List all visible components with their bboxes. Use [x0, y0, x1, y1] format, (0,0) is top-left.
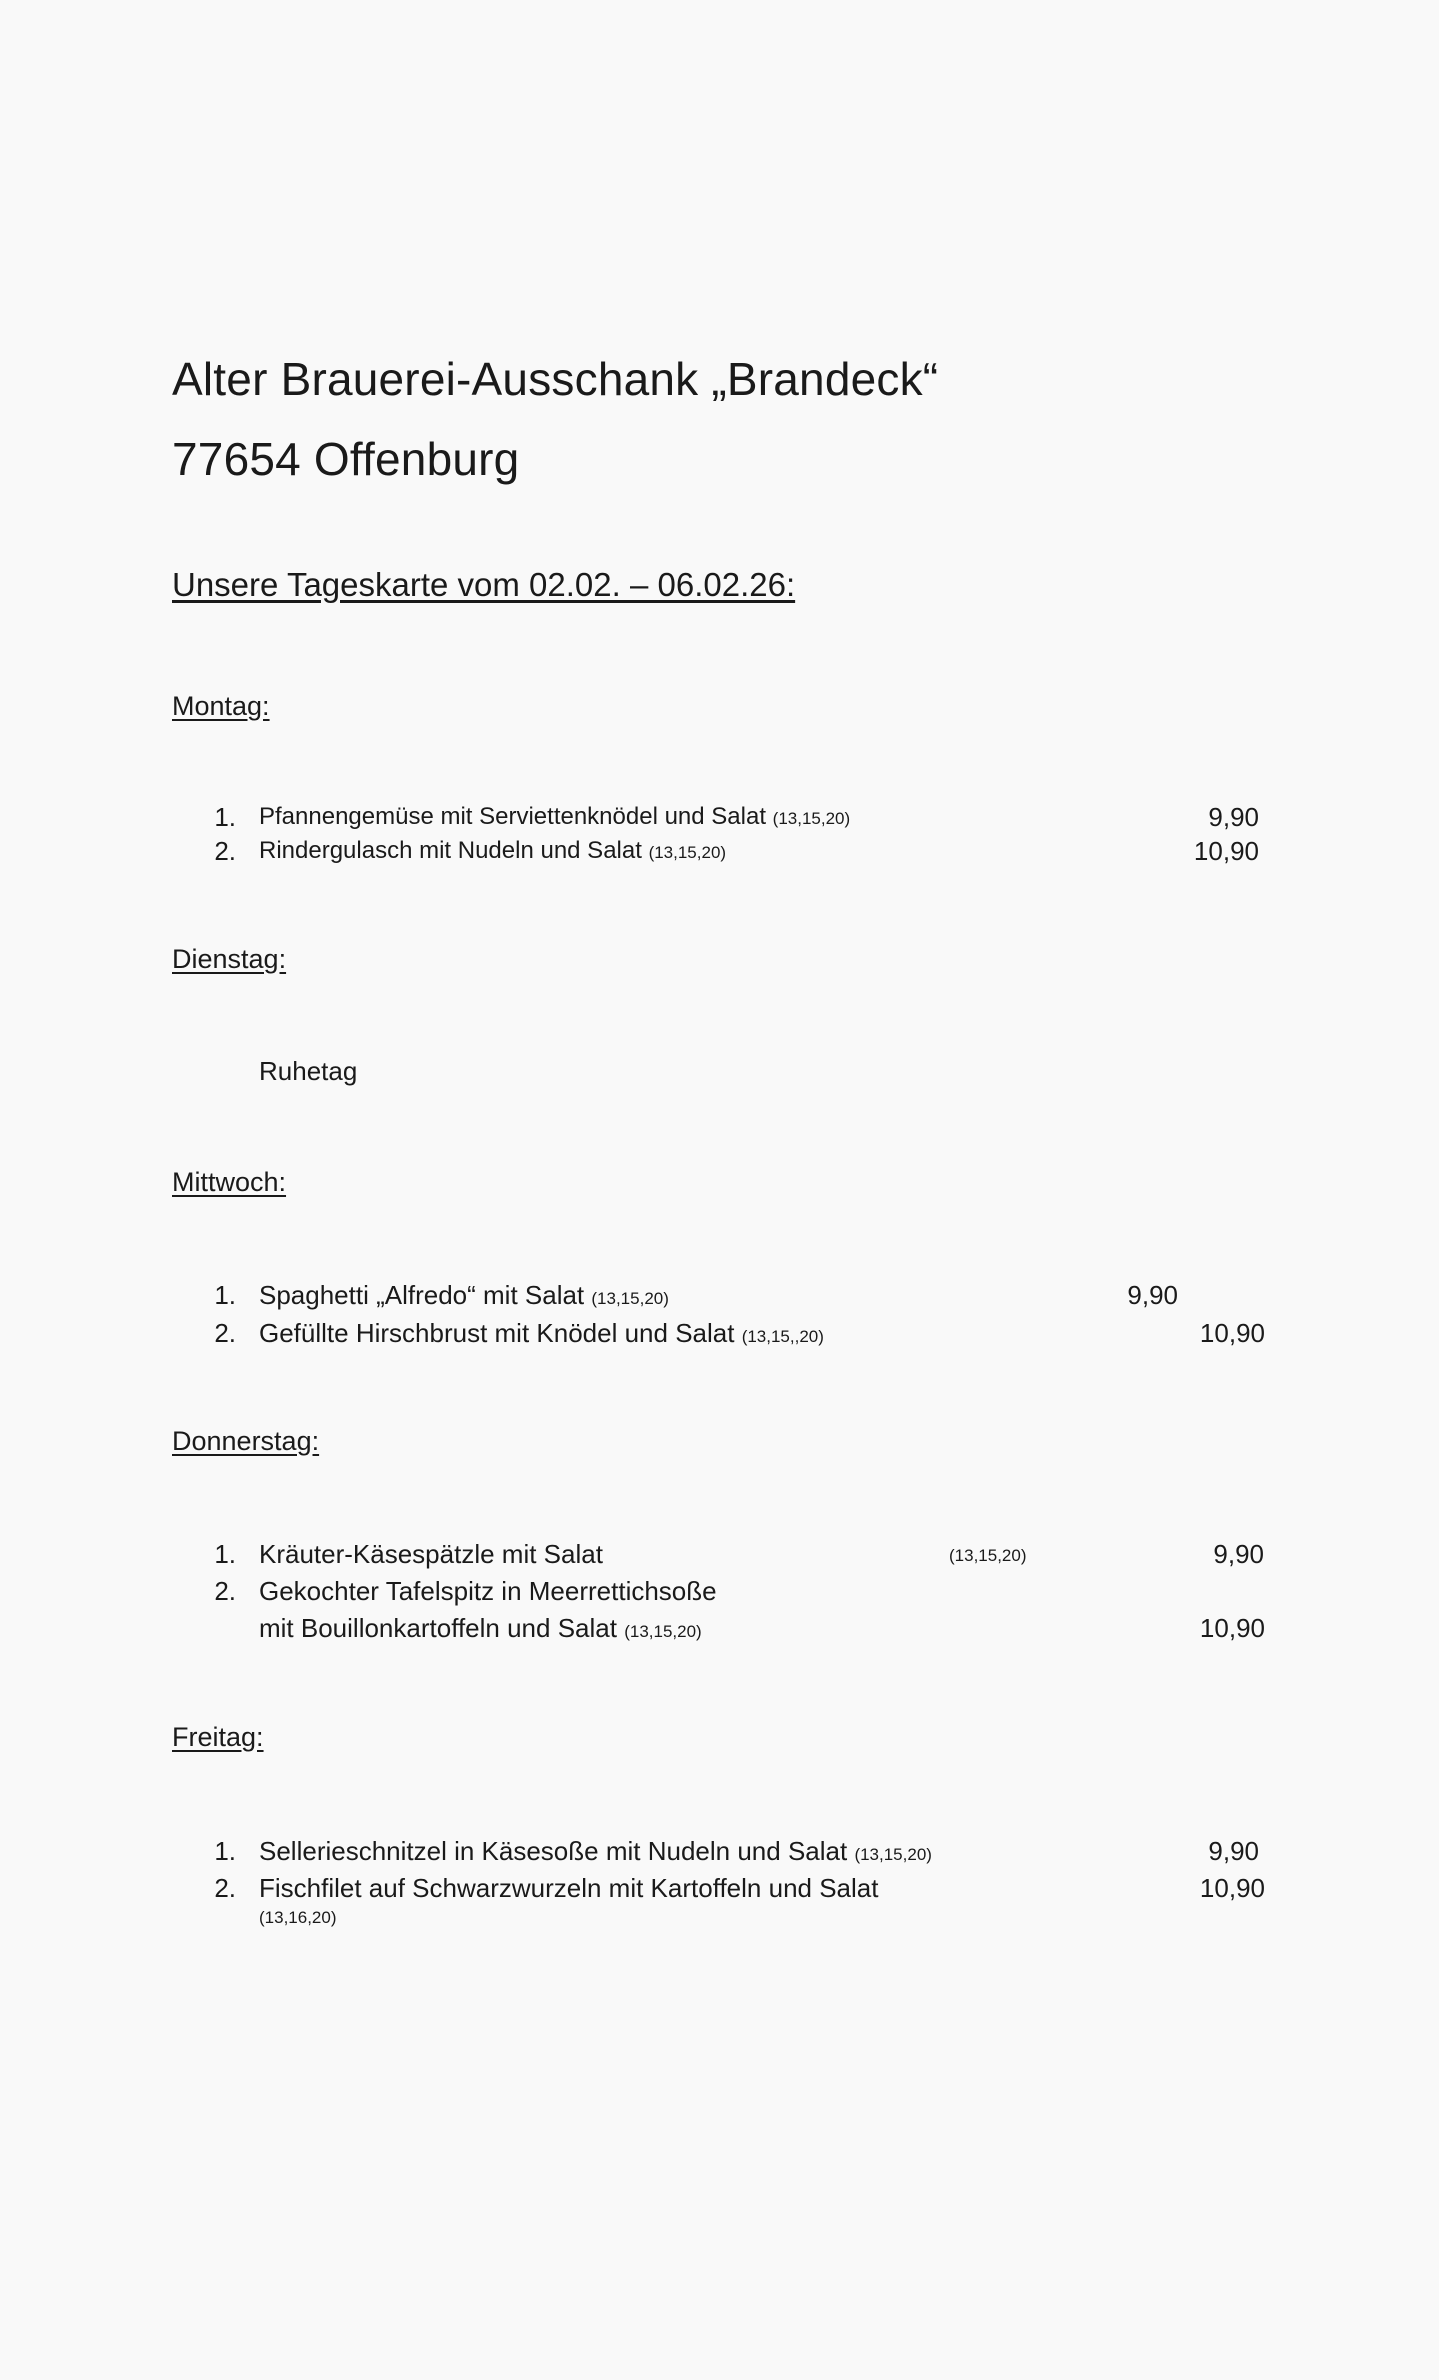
- restaurant-city: 77654 Offenburg: [172, 433, 520, 485]
- dish-name: Sellerieschnitzel in Käsesoße mit Nudeln und Salat: [259, 1836, 848, 1866]
- dish-name: Rindergulasch mit Nudeln und Salat: [259, 837, 642, 864]
- item-number: 2.: [214, 1873, 236, 1903]
- restaurant-name: Alter Brauerei-Ausschank „Brandeck“: [172, 353, 939, 405]
- dish-price: 9,90: [1127, 1280, 1178, 1310]
- day-heading-mittwoch: Mittwoch:: [172, 1167, 287, 1197]
- allergen-codes: (13,15,20): [854, 1845, 932, 1864]
- day-heading-dienstag: Dienstag:: [172, 944, 287, 974]
- item-number: 2.: [214, 836, 236, 866]
- dish-name: Spaghetti „Alfredo“ mit Salat: [259, 1280, 585, 1310]
- item-number: 1.: [214, 1836, 236, 1866]
- allergen-codes: (13,15,20): [949, 1546, 1027, 1565]
- dish-price: 10,90: [1199, 1318, 1265, 1348]
- item-number: 2.: [214, 1318, 236, 1348]
- menu-item: [259, 1318, 824, 1349]
- item-number: 1.: [214, 802, 236, 832]
- item-number: 1.: [214, 1280, 236, 1310]
- day-heading-montag: Montag:: [172, 691, 270, 721]
- dish-name: Fischfilet auf Schwarzwurzeln mit Kartoffeln und Salat: [259, 1873, 879, 1903]
- day-heading-donnerstag: Donnerstag:: [172, 1426, 320, 1456]
- allergen-codes: (13,15,20): [772, 809, 851, 828]
- menu-item-continuation: [259, 1613, 702, 1644]
- allergen-codes: (13,15,20): [648, 843, 727, 862]
- menu-item: [259, 1280, 669, 1311]
- dish-price: 10,90: [1193, 836, 1259, 866]
- item-number: 2.: [214, 1576, 236, 1606]
- dish-name: Kräuter-Käsespätzle mit Salat: [259, 1539, 603, 1569]
- dish-price: 10,90: [1199, 1873, 1265, 1903]
- dish-price: 9,90: [1213, 1539, 1264, 1569]
- menu-item: [259, 803, 850, 831]
- dish-price: 9,90: [1208, 802, 1259, 832]
- menu-period-title: Unsere Tageskarte vom 02.02. – 06.02.26:: [172, 566, 796, 603]
- allergen-codes: (13,16,20): [259, 1908, 337, 1927]
- menu-item: [259, 837, 726, 865]
- closed-note: Ruhetag: [259, 1056, 358, 1086]
- dish-name-line2: mit Bouillonkartoffeln und Salat: [259, 1613, 617, 1643]
- dish-price: 9,90: [1208, 1836, 1259, 1866]
- allergen-codes: (13,15,20): [591, 1289, 669, 1308]
- menu-item: [259, 1836, 932, 1867]
- dish-name: Pfannengemüse mit Serviettenknödel und Salat: [259, 803, 766, 830]
- dish-name: Gekochter Tafelspitz in Meerrettichsoße: [259, 1576, 717, 1606]
- day-heading-freitag: Freitag:: [172, 1722, 264, 1752]
- allergen-codes: (13,15,20): [624, 1622, 702, 1641]
- item-number: 1.: [214, 1539, 236, 1569]
- dish-name: Gefüllte Hirschbrust mit Knödel und Salat: [259, 1318, 735, 1348]
- dish-price: 10,90: [1199, 1613, 1265, 1643]
- allergen-codes: (13,15,,20): [741, 1327, 824, 1346]
